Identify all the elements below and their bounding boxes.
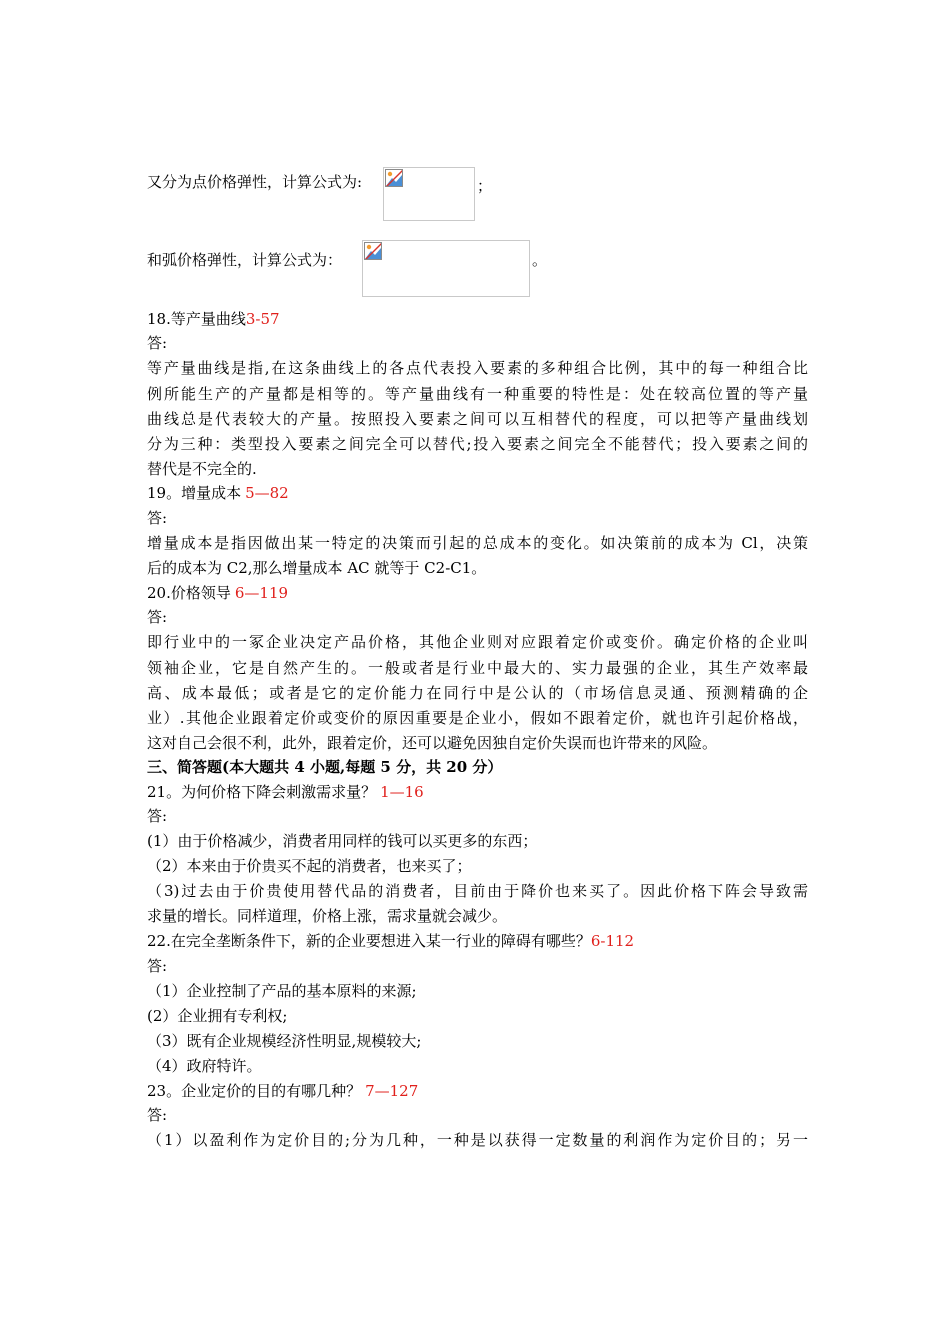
term-title: 19。增量成本 — [147, 484, 242, 502]
section-title-18 — [147, 309, 280, 329]
question-title-23 — [147, 1081, 418, 1101]
answer-item: (1）由于价格减少，消费者用同样的钱可以买更多的东西； — [147, 832, 538, 850]
arc-elasticity-suffix: 。 — [532, 251, 548, 269]
answer-label: 答: — [147, 334, 168, 352]
broken-image-icon — [364, 242, 382, 260]
question-text: 21。为何价格下降会刺激需求量？ — [147, 783, 377, 801]
page-ref: 1—16 — [380, 783, 424, 801]
answer-label: 答: — [147, 509, 168, 527]
section-title-19 — [147, 483, 289, 503]
answer-item: 求量的增长。同样道理，价格上涨，需求量就会减少。 — [147, 907, 508, 925]
point-elasticity-text: 又分为点价格弹性，计算公式为: — [147, 173, 363, 191]
paragraph-line: 增量成本是指因做出某一特定的决策而引起的总成本的变化。如决策前的成本为 Cl，决策 — [147, 534, 808, 552]
term-title: 18.等产量曲线 — [147, 310, 246, 328]
paragraph-line: 等产量曲线是指,在这条曲线上的各点代表投入要素的多种组合比例，其中的每一种组合比 — [147, 359, 808, 377]
paragraph-line: 分为三种：类型投入要素之间完全可以替代;投入要素之间完全不能替代；投入要素之间的 — [147, 435, 808, 453]
answer-label: 答: — [147, 807, 168, 825]
answer-label: 答: — [147, 1106, 168, 1124]
question-title-21 — [147, 782, 424, 802]
paragraph-line: 领袖企业，它是自然产生的。一般或者是行业中最大的、实力最强的企业，其生产效率最 — [147, 659, 808, 677]
paragraph-line: 业）.其他企业跟着定价或变价的原因重要是企业小，假如不跟着定价，就也许引起价格战， — [147, 709, 808, 727]
broken-image-icon — [385, 169, 403, 187]
page-ref: 6-112 — [590, 932, 635, 950]
page-ref: 3-57 — [245, 310, 280, 328]
paragraph-line: 曲线总是代表较大的产量。按照投入要素之间可以互相替代的程度，可以把等产量曲线划 — [147, 410, 808, 428]
page-ref: 6—119 — [234, 584, 289, 602]
arc-elasticity-line — [147, 250, 342, 270]
answer-item: （1）企业控制了产品的基本原料的来源; — [147, 982, 417, 1000]
answer-item: （3)过去由于价贵使用替代品的消费者，目前由于降价也来买了。因此价格下阵会导致需 — [147, 882, 808, 900]
question-text: 23。企业定价的目的有哪几种？ — [147, 1082, 362, 1100]
point-formula-image — [383, 167, 475, 221]
answer-label: 答: — [147, 957, 168, 975]
answer-item: （1）以盈利作为定价目的;分为几种，一种是以获得一定数量的利润作为定价目的；另一 — [147, 1131, 808, 1149]
answer-label: 答: — [147, 608, 168, 626]
point-elasticity-suffix: ； — [477, 177, 493, 195]
answer-item: （2）本来由于价贵买不起的消费者，也来买了； — [147, 857, 472, 875]
paragraph-line: 即行业中的一冢企业决定产品价格，其他企业则对应跟着定价或变价。确定价格的企业叫 — [147, 633, 808, 651]
page-ref: 5—82 — [245, 484, 289, 502]
question-text: 22.在完全垄断条件下，新的企业要想进入某一行业的障碍有哪些？ — [147, 932, 591, 950]
part-heading: 三、简答题(本大题共 4 小题,每题 5 分，共 20 分） — [147, 758, 503, 776]
paragraph-line: 例所能生产的产量都是相等的。等产量曲线有一种重要的特性是：处在较高位置的等产量 — [147, 385, 808, 403]
answer-item: (2）企业拥有专利权; — [147, 1007, 288, 1025]
paragraph-line: 这对自己会很不利，此外，跟着定价，还可以避免因独自定价失误而也许带来的风险。 — [147, 734, 718, 752]
paragraph-line: 后的成本为 C2,那么增量成本 AC 就等于 C2-C1。 — [147, 559, 487, 577]
answer-item: （4）政府特许。 — [147, 1057, 262, 1075]
point-elasticity-line — [147, 172, 362, 192]
question-title-22 — [147, 931, 634, 951]
answer-item: （3）既有企业规模经济性明显,规模较大; — [147, 1032, 422, 1050]
arc-elasticity-text: 和弧价格弹性，计算公式为： — [147, 251, 343, 269]
term-title: 20.价格领导 — [147, 584, 231, 602]
paragraph-line: 高、成本最低；或者是它的定价能力在同行中是公认的（市场信息灵通、预测精确的企 — [147, 684, 808, 702]
paragraph-line: 替代是不完全的. — [147, 460, 257, 478]
page-ref: 7—127 — [365, 1082, 419, 1100]
section-title-20 — [147, 583, 288, 603]
arc-formula-image — [362, 240, 530, 297]
